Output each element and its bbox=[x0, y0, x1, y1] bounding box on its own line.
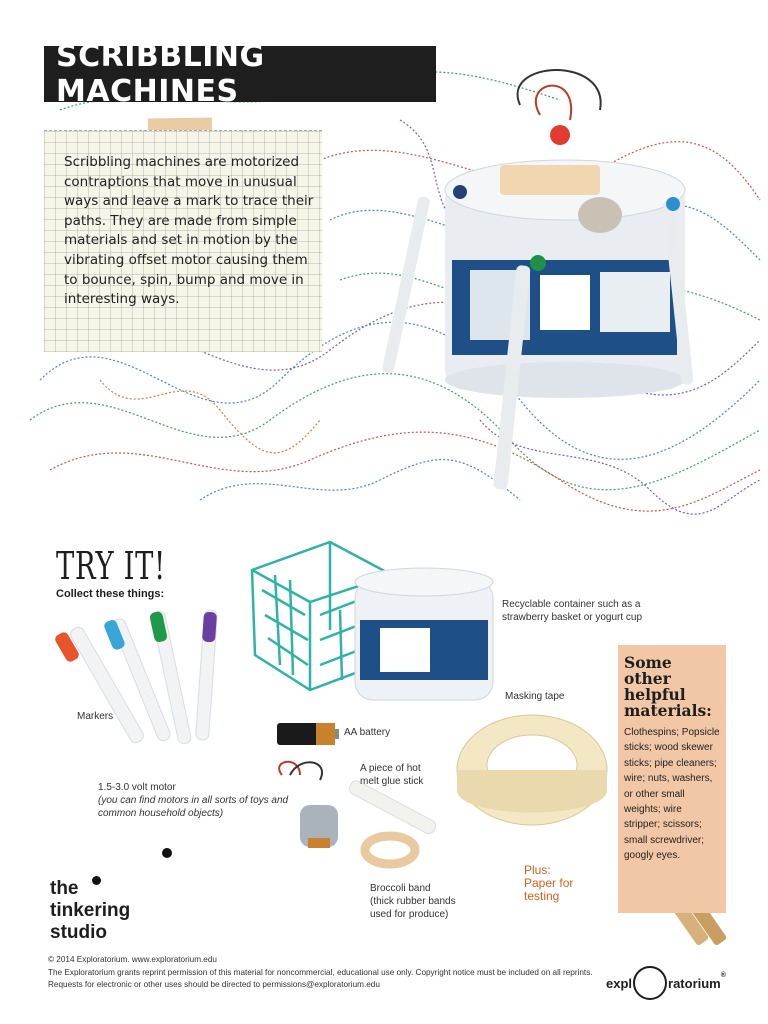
try-it-heading: TRY IT! bbox=[56, 544, 166, 588]
broccoli-band-label bbox=[370, 882, 480, 921]
tinkering-studio-logo bbox=[50, 878, 130, 944]
plus-note bbox=[524, 864, 586, 903]
helpful-materials-panel bbox=[618, 645, 726, 913]
tinkering-line-2: tinkering bbox=[50, 900, 131, 921]
title-banner bbox=[44, 39, 436, 109]
plus-label: Plus: bbox=[524, 863, 551, 877]
tinkering-line-1: the bbox=[50, 878, 79, 899]
explo-left: expl bbox=[606, 975, 633, 991]
copyright-text: © 2014 Exploratorium. www.exploratorium.edu bbox=[48, 955, 217, 964]
tinkering-line-3: studio bbox=[50, 922, 107, 943]
broccoli-band-name: Broccoli band bbox=[370, 883, 431, 894]
plus-text: Paper for testing bbox=[524, 876, 574, 903]
yogurt-cup-image bbox=[355, 568, 493, 700]
intro-card bbox=[44, 130, 322, 352]
footer bbox=[48, 954, 608, 992]
exploratorium-logo bbox=[606, 966, 726, 1000]
markers-label: Markers bbox=[77, 711, 114, 722]
glue-stick-label: A piece of hot melt glue stick bbox=[360, 763, 424, 787]
masking-tape-label: Masking tape bbox=[505, 691, 565, 702]
helpful-materials-title: Some other helpful materials: bbox=[624, 653, 712, 720]
broccoli-band-note: (thick rubber bands used for produce) bbox=[370, 896, 456, 920]
motor-label bbox=[98, 781, 298, 820]
explo-mark: ® bbox=[720, 972, 726, 979]
collect-label: Collect these things: bbox=[56, 588, 165, 600]
intro-text: Scribbling machines are motorized contraptions that move in unusual ways and leave a mark to trace their paths. They are made from simple materials and set in motion by the vibrating offset motor causing them to bounce, spin, bump and move in interesting ways. bbox=[64, 154, 314, 308]
helpful-materials-list: Clothespins; Popsicle sticks; wood skewer sticks; pipe cleaners; wire; nuts, washers, or other small weights; wire stripper; scissors; small screwdriver; googly eyes. bbox=[624, 727, 720, 862]
masking-tape-image bbox=[457, 715, 607, 825]
broccoli-band-image bbox=[365, 836, 415, 864]
page-title: SCRIBBLING MACHINES bbox=[56, 39, 265, 109]
explo-ring-icon bbox=[633, 966, 667, 1000]
aa-battery-image bbox=[277, 723, 339, 745]
container-label: Recyclable container such as a strawberry basket or yogurt cup bbox=[502, 599, 643, 623]
battery-label: AA battery bbox=[344, 727, 391, 738]
explo-right: ratorium bbox=[668, 975, 721, 991]
decorative-dot bbox=[162, 848, 172, 858]
motor-note: (you can find motors in all sorts of toys and common household objects) bbox=[98, 795, 289, 819]
permission-text: The Exploratorium grants reprint permission of this material for noncommercial, educational use only. Copyright notice must be included on all reprints. Requests for electronic or other uses should be directed to permissions@exploratorium.edu bbox=[48, 967, 593, 990]
markers-image bbox=[53, 610, 217, 745]
motor-name: 1.5-3.0 volt motor bbox=[98, 782, 176, 793]
